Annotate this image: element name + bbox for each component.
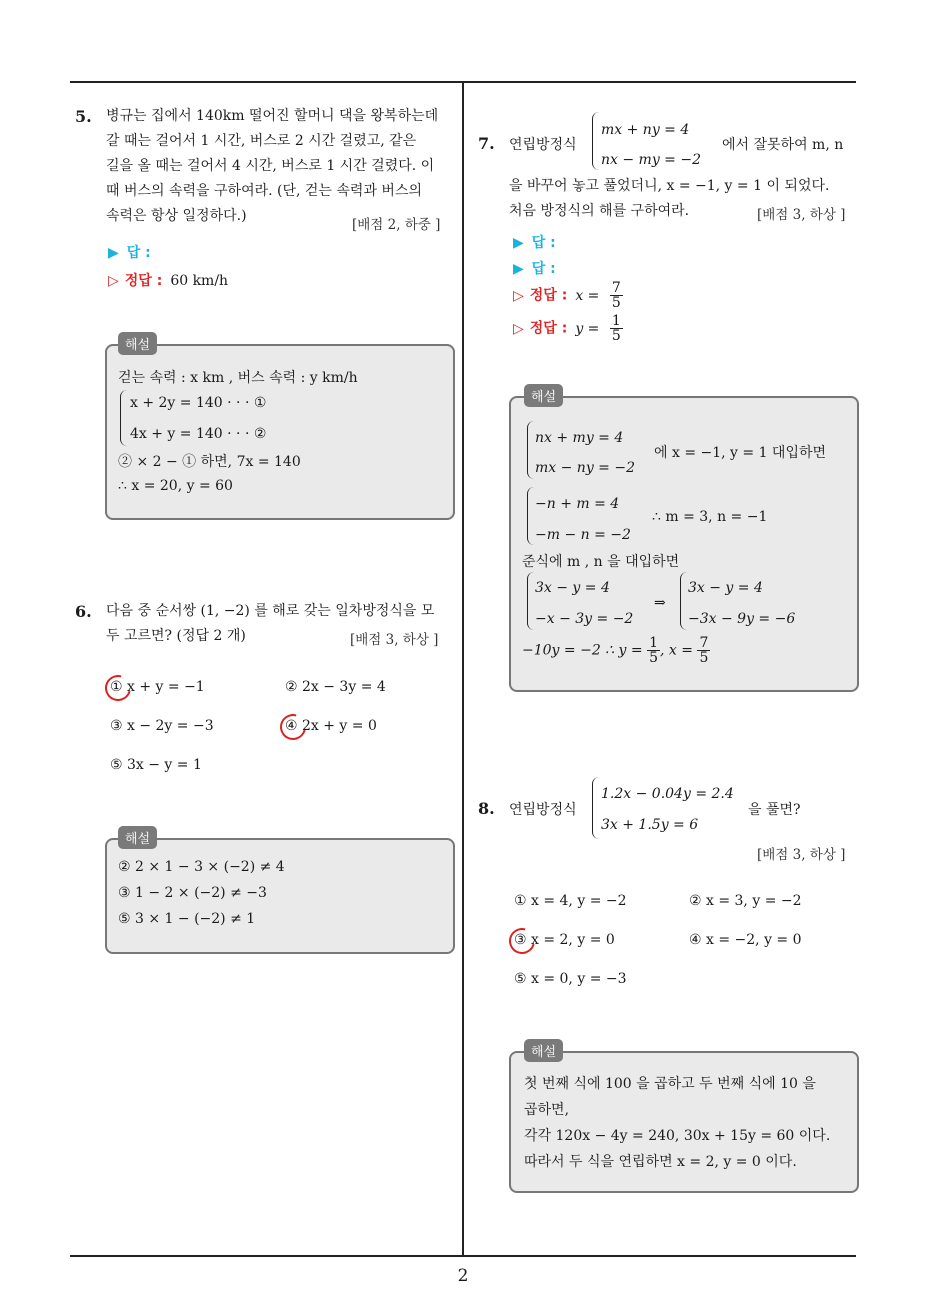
outline-play-icon: ▷ (108, 273, 119, 289)
q7-correct-y (513, 314, 623, 343)
numerator: 7 (699, 635, 709, 651)
q8-explain-line: 첫 번째 식에 100 을 곱하고 두 번째 식에 10 을 (524, 1076, 816, 1092)
q7-explain-note: 에 x = −1, y = 1 대입하면 (654, 445, 827, 461)
q5-line: 갈 때는 걸어서 1 시간, 버스로 2 시간 걸렸고, 같은 (106, 133, 417, 149)
choice-5[interactable]: ⑤ 3x − y = 1 (110, 757, 202, 773)
q7-explain-note: ∴ m = 3, n = −1 (652, 509, 768, 525)
q7-prefix: 연립방정식 (509, 137, 577, 153)
q7-explain-eq: nx + my = 4 (535, 430, 624, 446)
q8-meta: [배점 3, 하상 ] (757, 847, 846, 863)
choice-3[interactable]: ③ x − 2y = −3 (110, 718, 214, 734)
q7-explain-eq: −x − 3y = −2 (535, 611, 634, 627)
q7-meta: [배점 3, 하상 ] (757, 207, 846, 223)
arrow-icon: ⇒ (654, 595, 666, 611)
fraction (610, 314, 623, 343)
q7-explain-result (522, 636, 710, 665)
q5-explain-line: 걷는 속력 : x km , 버스 속력 : y km/h (118, 370, 358, 386)
choice-2[interactable]: ② x = 3, y = −2 (689, 893, 802, 909)
choice-4[interactable]: ④ x = −2, y = 0 (689, 932, 802, 948)
q5-line: 속력은 항상 일정하다.) (106, 208, 247, 224)
brace (527, 487, 534, 545)
q8-prefix: 연립방정식 (509, 802, 577, 818)
q7-explain-eq: −3x − 9y = −6 (688, 611, 796, 627)
page-number: 2 (457, 1266, 469, 1286)
q5-explain-line: ∴ x = 20, y = 60 (118, 478, 233, 494)
var-x: x = (575, 287, 600, 304)
q6-line: 다음 중 순서쌍 (1, −2) 를 해로 갖는 일차방정식을 모 (106, 603, 435, 619)
q5-correct-row (108, 270, 228, 290)
q8-eq2: 3x + 1.5y = 6 (601, 817, 699, 833)
fraction (697, 636, 710, 665)
q7-number: 7. (478, 134, 495, 153)
q7-explain-eq: 3x − y = 4 (688, 580, 763, 596)
q7-suffix: 에서 잘못하여 m, n (722, 137, 844, 153)
correct-value: 60 km/h (170, 273, 229, 289)
var-y: y = (575, 320, 600, 337)
q5-line: 병규는 집에서 140km 떨어진 할머니 댁을 왕복하는데 (106, 108, 439, 124)
q6-explain-line: ⑤ 3 × 1 − (−2) ≠ 1 (118, 911, 256, 927)
selected-mark (504, 923, 540, 959)
q7-line: 을 바꾸어 놓고 풀었더니, x = −1, y = 1 이 되었다. (509, 178, 830, 194)
denominator: 5 (649, 650, 658, 666)
denominator: 5 (611, 328, 621, 344)
center-divider (462, 81, 464, 1256)
q7-explain-line: 준식에 m , n 을 대입하면 (522, 554, 680, 570)
choice-3[interactable]: ③ x = 2, y = 0 (514, 932, 615, 948)
q5-answer-row (108, 242, 151, 262)
q6-explain-line: ② 2 × 1 − 3 × (−2) ≠ 4 (118, 859, 285, 875)
denominator: 5 (699, 650, 709, 666)
q7-explain-eq: −n + m = 4 (535, 496, 620, 512)
q7-explain-eq: −m − n = −2 (535, 527, 631, 543)
brace (527, 421, 534, 479)
play-icon: ▶ (108, 245, 119, 261)
q5-text (106, 104, 456, 229)
answer-label: 답 : (531, 261, 556, 277)
q5-explain-line: 4x + y = 140 · · · ② (130, 426, 267, 442)
q7-correct-x (513, 281, 623, 310)
numerator: 1 (611, 313, 621, 329)
q6-explain-line: ③ 1 − 2 × (−2) ≠ −3 (118, 885, 267, 901)
q8-explain-line: 곱하면, (524, 1102, 570, 1118)
choice-4[interactable]: ④ 2x + y = 0 (285, 718, 377, 734)
explain-tag: 해설 (524, 1039, 563, 1062)
numerator: 7 (611, 280, 621, 296)
q8-explain-line: 따라서 두 식을 연립하면 x = 2, y = 0 이다. (524, 1154, 797, 1170)
q7-answer-row (513, 232, 556, 252)
q8-eq1: 1.2x − 0.04y = 2.4 (601, 786, 734, 802)
q5-line: 때 버스의 속력을 구하여라. (단, 걷는 속력과 버스의 (106, 183, 422, 199)
bottom-rule (70, 1255, 856, 1257)
outline-play-icon: ▷ (513, 320, 524, 337)
brace (680, 572, 687, 630)
q6-meta: [배점 3, 하상 ] (350, 632, 439, 648)
q7-explain-eq: mx − ny = −2 (535, 460, 635, 476)
correct-label: 정답 : (529, 287, 568, 304)
brace (527, 572, 534, 630)
q7-line: 처음 방정식의 해를 구하여라. (509, 203, 690, 219)
brace (592, 112, 599, 170)
q6-number: 6. (75, 602, 92, 621)
q5-explain-line: ② × 2 − ① 하면, 7x = 140 (118, 454, 301, 470)
play-icon: ▶ (513, 235, 524, 251)
q5-explain-line: x + 2y = 140 · · · ① (130, 395, 267, 411)
choice-1[interactable]: ① x = 4, y = −2 (514, 893, 627, 909)
q8-number: 8. (478, 799, 495, 818)
correct-label: 정답 : (529, 320, 568, 337)
choice-5[interactable]: ⑤ x = 0, y = −3 (514, 971, 627, 987)
q7-eq1: mx + ny = 4 (601, 122, 690, 138)
correct-label: 정답 : (124, 273, 163, 289)
selected-mark (275, 709, 311, 745)
fraction (647, 636, 660, 665)
answer-label: 답 : (531, 235, 556, 251)
q5-meta: [배점 2, 하중 ] (352, 217, 441, 233)
q7-eq2: nx − my = −2 (601, 152, 701, 168)
selected-mark (100, 670, 136, 706)
q6-line: 두 고르면? (정답 2 개) (106, 628, 246, 644)
numerator: 1 (649, 635, 658, 651)
explain-tag: 해설 (524, 384, 563, 407)
q7-answer-row (513, 258, 556, 278)
q8-explain-line: 각각 120x − 4y = 240, 30x + 15y = 60 이다. (524, 1128, 831, 1144)
result-text: −10y = −2 ∴ y = (522, 642, 643, 659)
choice-2[interactable]: ② 2x − 3y = 4 (285, 679, 386, 695)
play-icon: ▶ (513, 261, 524, 277)
fraction (610, 281, 623, 310)
result-text: , x = (660, 642, 693, 659)
q5-line: 길을 올 때는 걸어서 4 시간, 버스로 1 시간 걸렸다. 이 (106, 158, 435, 174)
brace (120, 390, 127, 446)
explain-tag: 해설 (118, 826, 157, 849)
denominator: 5 (611, 295, 621, 311)
choice-1[interactable]: ① x + y = −1 (110, 679, 205, 695)
brace (592, 777, 599, 839)
q7-explain-eq: 3x − y = 4 (535, 580, 610, 596)
answer-label: 답 : (126, 245, 151, 261)
q8-suffix: 을 풀면? (748, 802, 801, 818)
outline-play-icon: ▷ (513, 287, 524, 304)
explain-tag: 해설 (118, 332, 157, 355)
q5-number: 5. (75, 107, 92, 126)
